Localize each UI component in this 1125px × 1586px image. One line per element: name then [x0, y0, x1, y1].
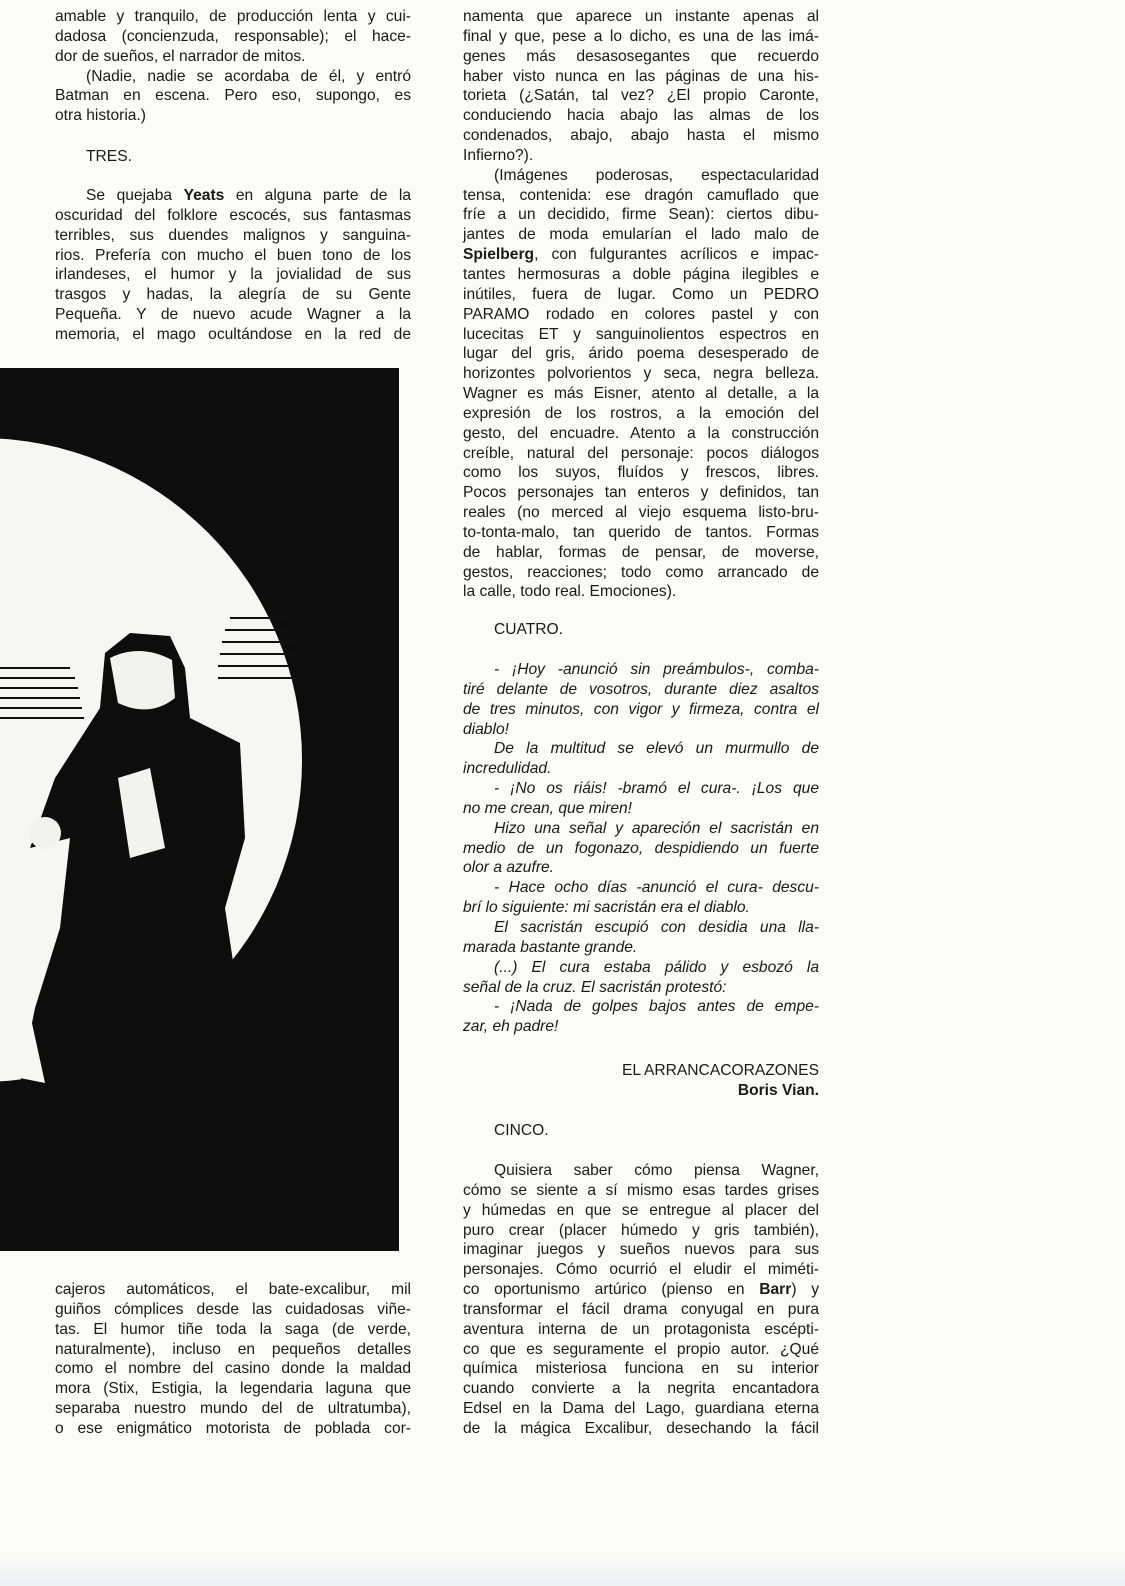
page-bottom-edge: [0, 1556, 1125, 1586]
text-line: de la mágica Excalibur, desechando la fácil: [463, 1419, 819, 1437]
text-line: otra historia.): [55, 107, 146, 125]
text-line: la calle, todo real. Emociones).: [463, 583, 677, 601]
text-line: brí lo siguiente: mi sacristán era el diablo.: [463, 899, 750, 917]
text-line: creíble, natural del personaje: pocos diálogos: [463, 444, 819, 462]
section-tres-body: [55, 186, 411, 345]
text-line: cuando convierte a la negrita encantadora: [463, 1380, 819, 1398]
text-line: no me crean, que miren!: [463, 799, 633, 817]
text-line: namenta que aparece un instante apenas al: [463, 8, 819, 25]
text-line: co oportunismo artúrico (pienso en Barr) y: [463, 1281, 819, 1299]
text-line: El sacristán escupió con desidia una lla-: [494, 918, 819, 936]
quote-source: [463, 1061, 819, 1101]
text-line: Infierno?).: [463, 146, 534, 164]
paragraph: [463, 1161, 819, 1439]
text-line: personajes. Cómo ocurrió el eludir el miméti-: [463, 1261, 819, 1279]
quoted-excerpt: [463, 660, 819, 1037]
section-heading-cuatro: CUATRO.: [494, 621, 564, 638]
text-line: PARAMO rodado en colores pastel y con: [463, 305, 819, 323]
text-line: oscuridad del folklore escocés, sus fantasmas: [55, 206, 411, 224]
text-line: horizontes polvorientos y seca, negra belleza.: [463, 365, 819, 383]
right-column-body: [463, 7, 819, 602]
text-line: co que es seguramente el propio autor. ¿Qué: [463, 1340, 819, 1358]
text-line: - Hace ocho días -anunció el cura- descu-: [494, 879, 819, 897]
paragraph: [55, 7, 411, 67]
text-line: De la multitud se elevó un murmullo de: [494, 740, 819, 758]
text-line: lucecitas ET y sanguinolientos espectros en: [463, 325, 819, 343]
text-line: - ¡No os riáis! -bramó el cura-. ¡Los que: [494, 780, 819, 798]
section-cinco-body: [463, 1161, 819, 1439]
paragraph: [55, 67, 411, 127]
bold-name: Spielberg: [463, 246, 535, 264]
comic-illustration: [0, 368, 399, 1251]
text-line: diablo!: [463, 720, 509, 738]
text-line: o ese enigmático motorista de poblada cor-: [55, 1419, 411, 1437]
text-line: incredulidad.: [463, 760, 552, 778]
text-line: marada bastante grande.: [463, 938, 638, 956]
text-line: imaginar juegos y sueños nuevos para sus: [463, 1241, 819, 1259]
text-line: genes más desasosegantes que recuerdo: [463, 47, 819, 65]
bold-name: Yeats: [183, 187, 225, 204]
text-line: Quisiera saber cómo piensa Wagner,: [494, 1162, 819, 1179]
text-line: guiños cómplices desde las cuidadosas viñe-: [55, 1300, 411, 1318]
paragraph: [463, 819, 819, 879]
text-line: Spielberg, con fulgurantes acrílicos e impac-: [463, 246, 819, 264]
left-column-intro: [55, 7, 411, 126]
text-line: jantes de moda emularían el lado malo de: [463, 226, 819, 244]
text-line: Hizo una señal y apareción el sacristán en: [494, 819, 819, 837]
text-line: dadosa (concienzuda, responsable); el hace-: [55, 27, 411, 45]
text-line: gesto, del encuadre. Atento a la construcción: [463, 424, 819, 442]
section-heading-cinco: CINCO.: [494, 1122, 549, 1139]
text-line: olor a azufre.: [463, 859, 555, 877]
text-line: cómo se siente a sí mismo esas tardes grises: [463, 1181, 819, 1199]
text-line: medio de un fogonazo, despidiendo un fuerte: [463, 839, 819, 857]
text-line: naturalmente), incluso en pequeños detalles: [55, 1340, 411, 1358]
text-line: - ¡Nada de golpes bajos antes de empe-: [494, 998, 819, 1016]
paragraph: [463, 958, 819, 998]
text-line: de hablar, formas de pensar, de moverse,: [463, 543, 819, 561]
text-line: química misteriosa funciona en su interior: [463, 1360, 819, 1378]
text-line: - ¡Hoy -anunció sin preámbulos-, comba-: [494, 661, 819, 678]
text-line: señal de la cruz. El sacristán protestó:: [463, 978, 727, 996]
text-line: expresión de los rostros, a la emoción del: [463, 404, 819, 422]
text-line: conduciendo hacia abajo las almas de los: [463, 107, 819, 125]
text-line: lugar del gris, árido poema desesperado de: [463, 345, 819, 363]
text-line: Pequeña. Y de nuevo acude Wagner a la: [55, 306, 411, 324]
paragraph: [463, 739, 819, 779]
text-line: irlandeses, el humor y la jovialidad de sus: [55, 266, 411, 284]
text-line: Edsel en la Dama del Lago, guardiana eterna: [463, 1400, 819, 1418]
text-line: cajeros automáticos, el bate-excalibur, mil: [55, 1281, 411, 1298]
text-line: haber visto nunca en las páginas de una his-: [463, 67, 819, 85]
section-heading-tres: TRES.: [86, 148, 132, 165]
text-line: Pocos personajes tan enteros y definidos, tan: [463, 484, 819, 502]
text-line: tantes hermosuras a doble página ilegibles e: [463, 265, 819, 283]
left-column-continuation: [55, 1280, 411, 1439]
text-line: Wagner es más Eisner, atento al detalle, a la: [463, 385, 819, 403]
text-line: Batman en escena. Pero eso, supongo, es: [55, 87, 411, 105]
text-line: dor de sueños, el narrador de mitos.: [55, 47, 306, 65]
paragraph: [55, 1280, 411, 1439]
paragraph: [463, 166, 819, 603]
text-line: (Nadie, nadie se acordaba de él, y entró: [86, 67, 411, 85]
text-line: y húmedas en que se entregue al placer del: [463, 1201, 819, 1219]
text-line: mora (Stix, Estigia, la legendaria laguna que: [55, 1380, 411, 1398]
text-line: como los suyos, fluídos y frescos, libres.: [463, 464, 819, 482]
paragraph: [463, 878, 819, 918]
text-line: (Imágenes poderosas, espectacularidad: [494, 166, 819, 184]
text-line: Se quejaba Yeats en alguna parte de la: [86, 187, 411, 204]
text-line: torieta (¿Satán, tal vez? ¿El propio Caronte,: [463, 87, 819, 105]
comic-panel-drawing: [0, 368, 399, 1251]
text-line: de tres minutos, con vigor y firmeza, contra el: [463, 700, 819, 718]
text-line: como el nombre del casino donde la maldad: [55, 1360, 411, 1378]
quote-source-author: Boris Vian.: [737, 1081, 819, 1099]
paragraph: [463, 660, 819, 739]
text-line: tas. El humor tiñe toda la saga (de verde,: [55, 1320, 411, 1338]
paragraph: [55, 186, 411, 345]
text-line: aventura interna de un protagonista escépti-: [463, 1320, 819, 1338]
text-line: fríe a un decidido, firme Sean): ciertos dibu-: [463, 206, 819, 224]
text-line: final y que, pese a lo dicho, es una de las imá-: [463, 27, 819, 45]
text-line: amable y tranquilo, de producción lenta y cui-: [55, 8, 411, 25]
text-line: reales (no merced al viejo esquema listo-bru-: [463, 504, 819, 522]
text-line: memoria, el mago ocultándose en la red de: [55, 325, 411, 343]
text-line: inútiles, fuera de lugar. Como un PEDRO: [463, 285, 819, 303]
text-line: puro crear (placer húmedo y gris también),: [463, 1221, 819, 1239]
text-line: separaba nuestro mundo del de ultratumba),: [55, 1400, 411, 1418]
text-line: rios. Prefería con mucho el buen tono de los: [55, 246, 411, 264]
text-line: terribles, sus duendes malignos y sanguina-: [55, 226, 411, 244]
paragraph: [463, 997, 819, 1037]
text-line: tensa, contenida: ese dragón camuflado que: [463, 186, 819, 204]
paragraph: [463, 779, 819, 819]
text-line: to-tonta-malo, tan querido de tantos. Formas: [463, 523, 819, 541]
bold-name: Barr: [759, 1281, 792, 1299]
text-line: transformar el fácil drama conyugal en pura: [463, 1300, 819, 1318]
paragraph: [463, 7, 819, 166]
text-line: gestos, reacciones; todo como arrancado de: [463, 563, 819, 581]
text-line: zar, eh padre!: [463, 1018, 559, 1036]
text-line: condenados, abajo, abajo hasta el mismo: [463, 127, 819, 145]
text-line: trasgos y hadas, la alegría de su Gente: [55, 286, 411, 304]
paragraph: [463, 918, 819, 958]
text-line: tiré delante de vosotros, durante diez asaltos: [463, 680, 819, 698]
quote-source-title: EL ARRANCACORAZONES: [622, 1062, 819, 1079]
text-line: (...) El cura estaba pálido y esbozó la: [494, 958, 819, 976]
